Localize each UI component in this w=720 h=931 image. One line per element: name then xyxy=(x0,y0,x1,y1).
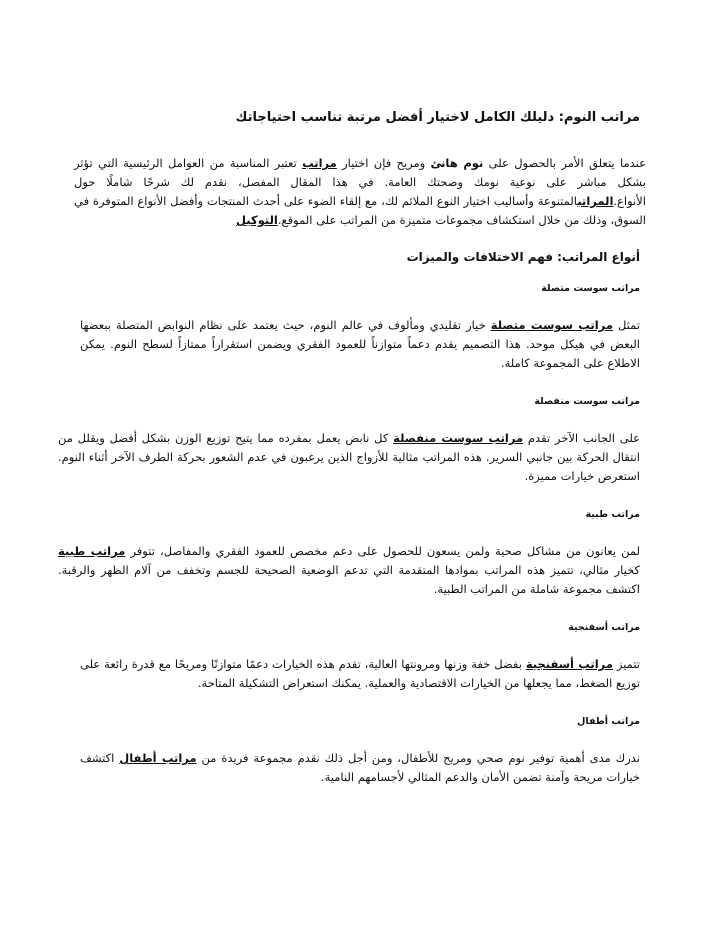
section-paragraph xyxy=(80,655,640,693)
section-text-post: اكتشف خيارات مريحة وآمنة تضمن الأمان والدعم المثالي لأجسامهم النامية. xyxy=(80,751,640,784)
link-pocket-springs[interactable]: مراتب سوست منفصلة xyxy=(393,431,524,445)
document-page xyxy=(58,108,646,809)
link-altawkeel[interactable]: التوكيل xyxy=(236,213,278,227)
section-heading: مراتب طبية xyxy=(585,509,640,520)
link-bonnell-springs[interactable]: مراتب سوست متصلة xyxy=(490,318,613,332)
section-paragraph xyxy=(80,316,640,373)
intro-text-4: المتنوعة وأساليب اختيار النوع الملائم لك، مع إلقاء الضوء على أحدث المنتجات وأفضل الأنواع المتوفرة في السوق، وذلك من خلال استكشاف مجموعات متميزة من المراتب على الموقع. xyxy=(74,194,646,227)
section-text-pre: تمثل xyxy=(612,318,640,332)
intro-text-1: عندما يتعلق الأمر بالحصول على xyxy=(483,156,646,170)
section-heading: مراتب سوست متصلة xyxy=(541,283,640,294)
section-paragraph xyxy=(58,542,640,599)
section-text-post: خيار تقليدي ومألوف في عالم النوم، حيث يعتمد على نظام النوابض المتصلة ببعضها البعض في هيكل موحد. هذا التصميم يقدم دعماً متوازناً للعمود الفقري ويضمن استقراراً ممتازاً لسطح النوم. يمكن الاطلاع على المجموعة كاملة. xyxy=(80,318,640,370)
section-text-pre: تتميز xyxy=(612,657,640,671)
section-text-pre: لمن يعانون من مشاكل صحية ولمن يسعون للحصول على دعم مخصص للعمود الفقري والمفاصل، تتوفر xyxy=(125,544,640,558)
section-foam xyxy=(80,621,640,693)
section-text-post: كل نابض يعمل بمفرده مما يتيح توزيع الوزن بشكل أفضل ويقلل من انتقال الحركة بين جانبي السرير. هذه المراتب مثالية للأزواج الذين يرغبون في عدم الشعور بحركة الطرف الآخر أثناء النوم. استعرض خيارات مميزة. xyxy=(58,431,640,483)
section-kids xyxy=(80,715,640,787)
link-medical[interactable]: مراتب طبية xyxy=(58,544,126,558)
section-pocket-springs xyxy=(58,395,646,486)
intro-keyword: نوم هانئ xyxy=(430,156,484,170)
section-bonnell-springs xyxy=(80,282,640,373)
link-the-mattresses[interactable]: المراتب xyxy=(577,194,614,208)
section-paragraph xyxy=(80,749,640,787)
section-text-pre: على الجانب الآخر تقدم xyxy=(523,431,640,445)
section-medical xyxy=(58,508,646,599)
section-paragraph xyxy=(58,429,640,486)
section-heading: مراتب سوست منفصلة xyxy=(534,396,640,407)
section-heading: مراتب أسفنجية xyxy=(568,622,640,633)
link-mattresses[interactable]: مراتب xyxy=(302,156,337,170)
intro-paragraph xyxy=(74,154,646,230)
section-heading: مراتب أطفال xyxy=(577,716,640,727)
link-foam[interactable]: مراتب أسفنجية xyxy=(525,657,613,671)
link-kids[interactable]: مراتب أطفال xyxy=(119,751,197,765)
page-title: مراتب النوم: دليلك الكامل لاختيار أفضل مرتبة تناسب احتياجاتك xyxy=(235,110,640,125)
types-heading: أنواع المراتب: فهم الاختلافات والميزات xyxy=(406,250,640,264)
section-text-post: كخيار مثالي، تتميز هذه المراتب بموادها المتقدمة التي تدعم الوضعية الصحيحة للجسم وتخفف من آلام الظهر والرقبة. اكتشف مجموعة شاملة من المراتب الطبية. xyxy=(58,563,640,596)
intro-text-3: تعتبر المناسبة من العوامل الرئيسية التي تؤثر بشكل مباشر على نوعية نومك وصحتك العامة. في هذا المقال المفصل، نقدم لك شرحًا شاملًا حول الأنواع. xyxy=(74,156,646,208)
section-text-pre: ندرك مدى أهمية توفير نوم صحي ومريح للأطفال، ومن أجل ذلك نقدم مجموعة فريدة من xyxy=(196,751,640,765)
section-text-post: بفضل خفة وزنها ومرونتها العالية، تقدم هذه الخيارات دعمًا متوازنًا ومريحًا مع قدرة رائعة على توزيع الضغط، مما يجعلها من الخيارات الاقتصادية والعملية. يمكنك استعراض التشكيلة المتاحة. xyxy=(80,657,640,690)
intro-text-2: ومريح فإن اختيار xyxy=(336,156,431,170)
